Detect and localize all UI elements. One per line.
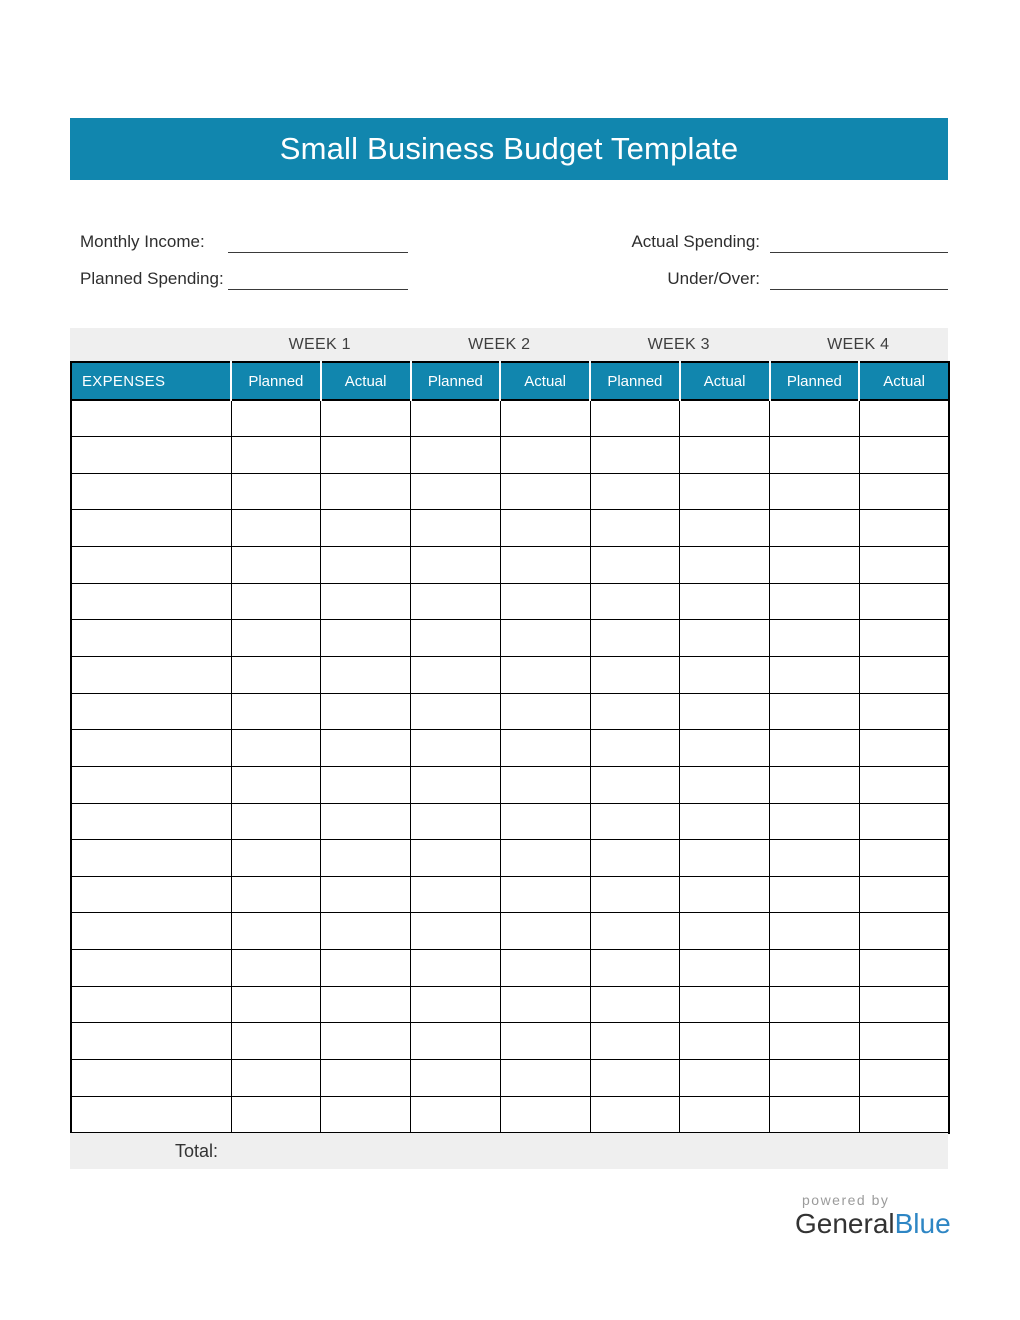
- week-label: WEEK 1: [288, 335, 351, 353]
- amount-cell[interactable]: [411, 473, 501, 510]
- amount-cell[interactable]: [770, 547, 860, 584]
- monthly-income-label: Monthly Income:: [80, 232, 205, 251]
- table-row: [71, 437, 949, 474]
- amount-cell[interactable]: [859, 913, 949, 950]
- expense-name-cell[interactable]: [71, 473, 231, 510]
- amount-cell[interactable]: [859, 547, 949, 584]
- expense-name-cell[interactable]: [71, 583, 231, 620]
- table-row: [71, 620, 949, 657]
- week-label: WEEK 4: [827, 335, 890, 353]
- planned-header: Planned: [770, 362, 860, 400]
- amount-cell[interactable]: [590, 693, 680, 730]
- amount-cell[interactable]: [590, 1023, 680, 1060]
- amount-cell[interactable]: [500, 986, 590, 1023]
- amount-cell[interactable]: [231, 986, 321, 1023]
- amount-cell[interactable]: [680, 1096, 770, 1133]
- amount-cell[interactable]: [231, 913, 321, 950]
- amount-cell[interactable]: [680, 473, 770, 510]
- actual-header: Actual: [680, 362, 770, 400]
- actual-spending-input[interactable]: [770, 252, 948, 253]
- table-row: [71, 1060, 949, 1097]
- amount-cell[interactable]: [859, 730, 949, 767]
- amount-cell[interactable]: [500, 437, 590, 474]
- amount-cell[interactable]: [321, 620, 411, 657]
- amount-cell[interactable]: [231, 583, 321, 620]
- amount-cell[interactable]: [680, 510, 770, 547]
- amount-cell[interactable]: [321, 693, 411, 730]
- amount-cell[interactable]: [500, 510, 590, 547]
- amount-cell[interactable]: [680, 583, 770, 620]
- table-row: [71, 656, 949, 693]
- amount-cell[interactable]: [770, 437, 860, 474]
- amount-cell[interactable]: [231, 693, 321, 730]
- amount-cell[interactable]: [680, 730, 770, 767]
- amount-cell[interactable]: [770, 986, 860, 1023]
- planned-spending-label: Planned Spending:: [80, 269, 224, 288]
- amount-cell[interactable]: [411, 950, 501, 987]
- amount-cell[interactable]: [411, 693, 501, 730]
- amount-cell[interactable]: [590, 840, 680, 877]
- amount-cell[interactable]: [859, 400, 949, 437]
- amount-cell[interactable]: [590, 730, 680, 767]
- amount-cell[interactable]: [321, 950, 411, 987]
- amount-cell[interactable]: [770, 950, 860, 987]
- column-header-row: [71, 362, 949, 400]
- table-row: [71, 1096, 949, 1133]
- amount-cell[interactable]: [500, 730, 590, 767]
- amount-cell[interactable]: [321, 437, 411, 474]
- amount-cell[interactable]: [321, 1023, 411, 1060]
- amount-cell[interactable]: [321, 583, 411, 620]
- amount-cell[interactable]: [680, 913, 770, 950]
- table-row: [71, 730, 949, 767]
- amount-cell[interactable]: [231, 730, 321, 767]
- amount-cell[interactable]: [321, 547, 411, 584]
- amount-cell[interactable]: [231, 547, 321, 584]
- amount-cell[interactable]: [231, 950, 321, 987]
- amount-cell[interactable]: [411, 620, 501, 657]
- amount-cell[interactable]: [590, 400, 680, 437]
- amount-cell[interactable]: [859, 766, 949, 803]
- amount-cell[interactable]: [500, 950, 590, 987]
- table-row: [71, 400, 949, 437]
- amount-cell[interactable]: [321, 766, 411, 803]
- amount-cell[interactable]: [859, 1060, 949, 1097]
- amount-cell[interactable]: [590, 656, 680, 693]
- powered-by-text: powered by: [802, 1192, 890, 1208]
- table-row: [71, 840, 949, 877]
- amount-cell[interactable]: [500, 766, 590, 803]
- amount-cell[interactable]: [321, 510, 411, 547]
- amount-cell[interactable]: [680, 656, 770, 693]
- amount-cell[interactable]: [770, 913, 860, 950]
- planned-header: Planned: [411, 362, 501, 400]
- expense-name-cell[interactable]: [71, 876, 231, 913]
- actual-spending-label: Actual Spending:: [631, 232, 760, 251]
- expense-name-cell[interactable]: [71, 913, 231, 950]
- amount-cell[interactable]: [231, 656, 321, 693]
- amount-cell[interactable]: [590, 876, 680, 913]
- expense-name-cell[interactable]: [71, 1096, 231, 1133]
- actual-header: Actual: [321, 362, 411, 400]
- amount-cell[interactable]: [590, 620, 680, 657]
- brand-general-text: General: [795, 1208, 895, 1239]
- expense-name-cell[interactable]: [71, 1023, 231, 1060]
- total-label: Total:: [175, 1140, 219, 1161]
- amount-cell[interactable]: [411, 583, 501, 620]
- amount-cell[interactable]: [770, 803, 860, 840]
- amount-cell[interactable]: [680, 840, 770, 877]
- amount-cell[interactable]: [321, 840, 411, 877]
- expense-name-cell[interactable]: [71, 547, 231, 584]
- amount-cell[interactable]: [231, 766, 321, 803]
- amount-cell[interactable]: [411, 876, 501, 913]
- table-row: [71, 876, 949, 913]
- amount-cell[interactable]: [859, 693, 949, 730]
- actual-header: Actual: [500, 362, 590, 400]
- amount-cell[interactable]: [770, 620, 860, 657]
- amount-cell[interactable]: [500, 913, 590, 950]
- expense-name-cell[interactable]: [71, 803, 231, 840]
- amount-cell[interactable]: [859, 803, 949, 840]
- table-row: [71, 510, 949, 547]
- amount-cell[interactable]: [231, 1060, 321, 1097]
- expense-name-cell[interactable]: [71, 437, 231, 474]
- amount-cell[interactable]: [321, 656, 411, 693]
- amount-cell[interactable]: [680, 803, 770, 840]
- amount-cell[interactable]: [770, 1023, 860, 1060]
- amount-cell[interactable]: [411, 547, 501, 584]
- total-row: [70, 1133, 948, 1169]
- under-over-label: Under/Over:: [667, 269, 760, 288]
- amount-cell[interactable]: [411, 437, 501, 474]
- generalblue-logo: [795, 1208, 955, 1240]
- amount-cell[interactable]: [500, 620, 590, 657]
- amount-cell[interactable]: [411, 986, 501, 1023]
- expense-name-cell[interactable]: [71, 510, 231, 547]
- expense-name-cell[interactable]: [71, 620, 231, 657]
- amount-cell[interactable]: [500, 803, 590, 840]
- table-row: [71, 803, 949, 840]
- table-row: [71, 583, 949, 620]
- amount-cell[interactable]: [500, 400, 590, 437]
- amount-cell[interactable]: [859, 473, 949, 510]
- table-row: [71, 693, 949, 730]
- amount-cell[interactable]: [859, 1096, 949, 1133]
- amount-cell[interactable]: [770, 693, 860, 730]
- amount-cell[interactable]: [500, 473, 590, 510]
- amount-cell[interactable]: [411, 400, 501, 437]
- amount-cell[interactable]: [680, 693, 770, 730]
- amount-cell[interactable]: [770, 876, 860, 913]
- under-over-input[interactable]: [770, 289, 948, 290]
- amount-cell[interactable]: [411, 1096, 501, 1133]
- table-row: [71, 950, 949, 987]
- title-banner: [70, 118, 948, 180]
- amount-cell[interactable]: [680, 1023, 770, 1060]
- expense-name-cell[interactable]: [71, 693, 231, 730]
- amount-cell[interactable]: [231, 1023, 321, 1060]
- amount-cell[interactable]: [680, 986, 770, 1023]
- amount-cell[interactable]: [770, 730, 860, 767]
- amount-cell[interactable]: [411, 840, 501, 877]
- amount-cell[interactable]: [231, 473, 321, 510]
- amount-cell[interactable]: [590, 766, 680, 803]
- footer-brand: [795, 1192, 955, 1240]
- amount-cell[interactable]: [321, 803, 411, 840]
- expense-name-cell[interactable]: [71, 730, 231, 767]
- amount-cell[interactable]: [411, 1023, 501, 1060]
- amount-cell[interactable]: [680, 547, 770, 584]
- planned-spending-input[interactable]: [228, 289, 408, 290]
- amount-cell[interactable]: [500, 876, 590, 913]
- amount-cell[interactable]: [590, 1060, 680, 1097]
- expenses-header: EXPENSES: [71, 362, 231, 400]
- expense-name-cell[interactable]: [71, 656, 231, 693]
- amount-cell[interactable]: [680, 400, 770, 437]
- table-row: [71, 766, 949, 803]
- budget-table: [70, 361, 950, 1134]
- planned-header: Planned: [590, 362, 680, 400]
- amount-cell[interactable]: [859, 620, 949, 657]
- amount-cell[interactable]: [231, 876, 321, 913]
- amount-cell[interactable]: [859, 656, 949, 693]
- expense-name-cell[interactable]: [71, 950, 231, 987]
- amount-cell[interactable]: [590, 437, 680, 474]
- amount-cell[interactable]: [231, 840, 321, 877]
- amount-cell[interactable]: [231, 510, 321, 547]
- amount-cell[interactable]: [859, 583, 949, 620]
- amount-cell[interactable]: [770, 473, 860, 510]
- amount-cell[interactable]: [680, 620, 770, 657]
- amount-cell[interactable]: [500, 693, 590, 730]
- table-row: [71, 986, 949, 1023]
- amount-cell[interactable]: [411, 656, 501, 693]
- amount-cell[interactable]: [411, 730, 501, 767]
- amount-cell[interactable]: [500, 583, 590, 620]
- amount-cell[interactable]: [590, 547, 680, 584]
- amount-cell[interactable]: [590, 913, 680, 950]
- amount-cell[interactable]: [411, 913, 501, 950]
- expense-name-cell[interactable]: [71, 766, 231, 803]
- amount-cell[interactable]: [859, 1023, 949, 1060]
- amount-cell[interactable]: [770, 840, 860, 877]
- amount-cell[interactable]: [231, 437, 321, 474]
- amount-cell[interactable]: [500, 1096, 590, 1133]
- amount-cell[interactable]: [231, 1096, 321, 1133]
- table-row: [71, 1023, 949, 1060]
- amount-cell[interactable]: [321, 876, 411, 913]
- amount-cell[interactable]: [680, 1060, 770, 1097]
- amount-cell[interactable]: [321, 1096, 411, 1133]
- week-label: WEEK 2: [468, 335, 531, 353]
- table-row: [71, 547, 949, 584]
- amount-cell[interactable]: [411, 510, 501, 547]
- week-label: WEEK 3: [647, 335, 710, 353]
- week-header-band: [70, 328, 948, 361]
- amount-cell[interactable]: [770, 1060, 860, 1097]
- amount-cell[interactable]: [411, 1060, 501, 1097]
- amount-cell[interactable]: [590, 950, 680, 987]
- amount-cell[interactable]: [321, 473, 411, 510]
- amount-cell[interactable]: [680, 950, 770, 987]
- expense-name-cell[interactable]: [71, 400, 231, 437]
- page-title: Small Business Budget Template: [279, 131, 739, 166]
- amount-cell[interactable]: [590, 583, 680, 620]
- amount-cell[interactable]: [680, 437, 770, 474]
- amount-cell[interactable]: [231, 400, 321, 437]
- amount-cell[interactable]: [859, 437, 949, 474]
- amount-cell[interactable]: [500, 656, 590, 693]
- amount-cell[interactable]: [770, 1096, 860, 1133]
- actual-header: Actual: [859, 362, 949, 400]
- amount-cell[interactable]: [770, 583, 860, 620]
- amount-cell[interactable]: [500, 840, 590, 877]
- amount-cell[interactable]: [500, 547, 590, 584]
- amount-cell[interactable]: [590, 510, 680, 547]
- amount-cell[interactable]: [680, 876, 770, 913]
- planned-header: Planned: [231, 362, 321, 400]
- amount-cell[interactable]: [321, 986, 411, 1023]
- amount-cell[interactable]: [770, 766, 860, 803]
- amount-cell[interactable]: [859, 840, 949, 877]
- brand-blue-text: Blue: [894, 1208, 951, 1239]
- amount-cell[interactable]: [590, 803, 680, 840]
- amount-cell[interactable]: [321, 913, 411, 950]
- amount-cell[interactable]: [590, 473, 680, 510]
- expense-name-cell[interactable]: [71, 1060, 231, 1097]
- amount-cell[interactable]: [590, 1096, 680, 1133]
- amount-cell[interactable]: [859, 876, 949, 913]
- expense-name-cell[interactable]: [71, 840, 231, 877]
- amount-cell[interactable]: [590, 986, 680, 1023]
- amount-cell[interactable]: [859, 986, 949, 1023]
- amount-cell[interactable]: [770, 656, 860, 693]
- amount-cell[interactable]: [231, 620, 321, 657]
- amount-cell[interactable]: [680, 766, 770, 803]
- amount-cell[interactable]: [231, 803, 321, 840]
- amount-cell[interactable]: [770, 510, 860, 547]
- expense-name-cell[interactable]: [71, 986, 231, 1023]
- amount-cell[interactable]: [411, 766, 501, 803]
- amount-cell[interactable]: [859, 950, 949, 987]
- amount-cell[interactable]: [859, 510, 949, 547]
- amount-cell[interactable]: [321, 400, 411, 437]
- monthly-income-input[interactable]: [228, 252, 408, 253]
- amount-cell[interactable]: [500, 1060, 590, 1097]
- amount-cell[interactable]: [411, 803, 501, 840]
- amount-cell[interactable]: [770, 400, 860, 437]
- amount-cell[interactable]: [500, 1023, 590, 1060]
- amount-cell[interactable]: [321, 730, 411, 767]
- table-row: [71, 473, 949, 510]
- table-row: [71, 913, 949, 950]
- amount-cell[interactable]: [321, 1060, 411, 1097]
